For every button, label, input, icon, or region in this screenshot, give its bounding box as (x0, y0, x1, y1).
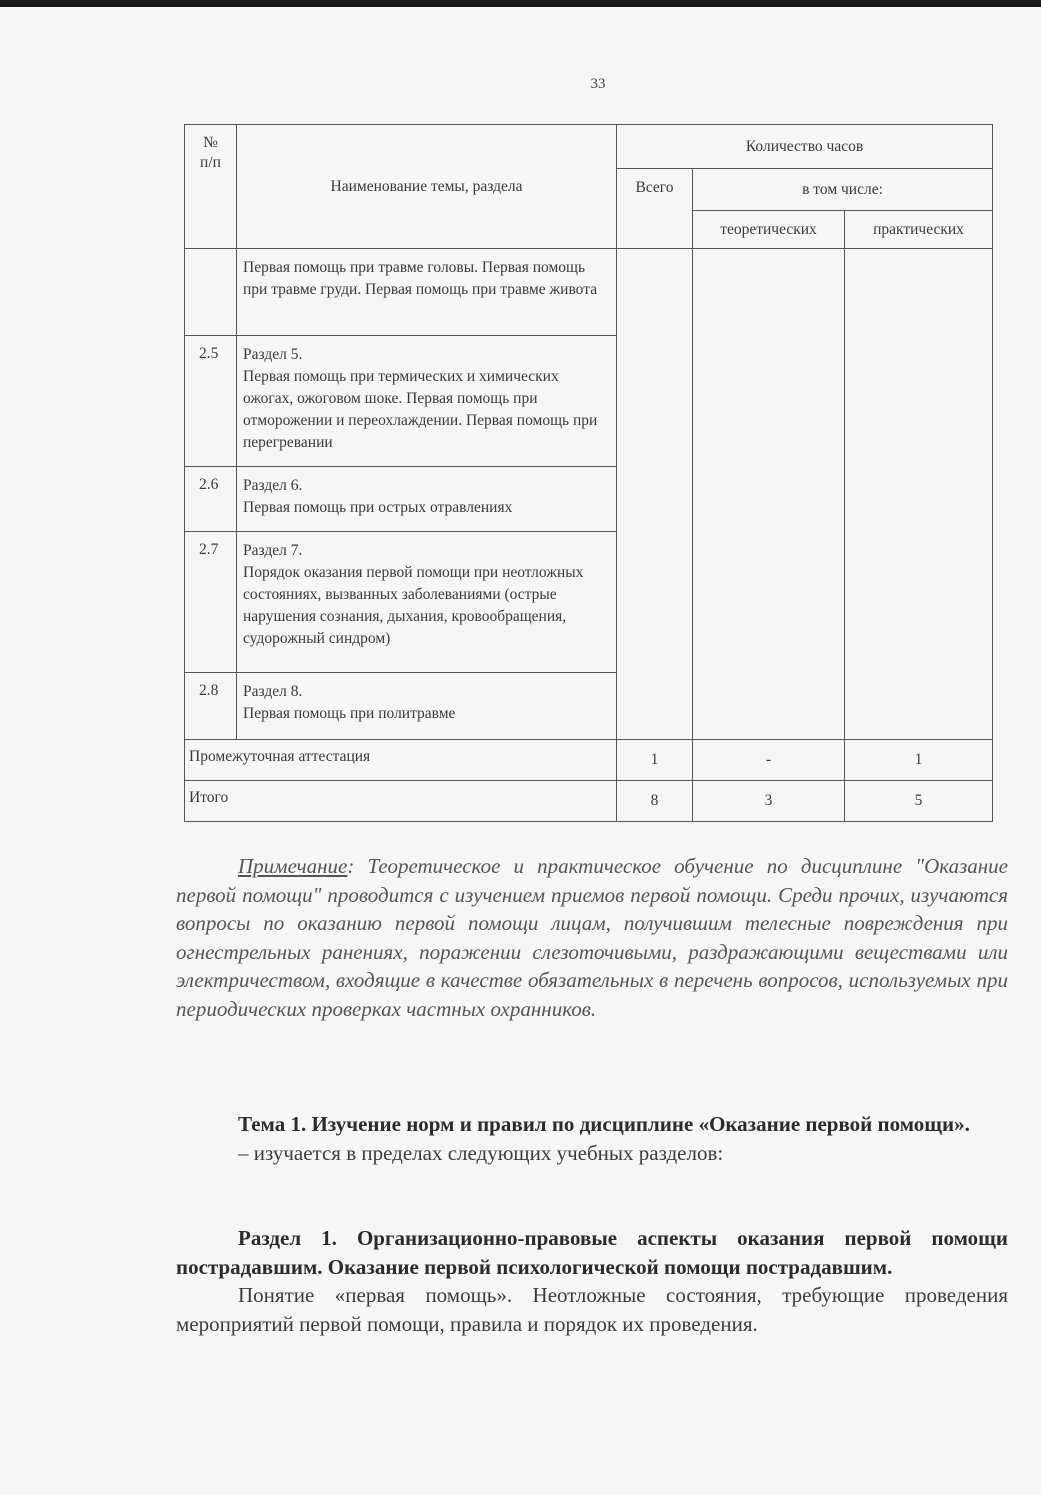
row-topic (237, 673, 617, 740)
row-num (185, 249, 237, 336)
topic-subtext: – изучается в пределах следующих учебных разделов: (238, 1140, 724, 1165)
page-number: 33 (590, 76, 606, 92)
row-title: Раздел 8. (243, 683, 303, 700)
topic-heading: Тема 1. Изучение норм и правил по дисциплине «Оказание первой помощи». (238, 1112, 970, 1136)
table-footer-row (185, 740, 993, 781)
footer-total: 1 (617, 740, 693, 781)
row-topic (237, 467, 617, 532)
row-topic (237, 336, 617, 467)
row-num: 2.7 (185, 532, 237, 673)
header-hours: Количество часов (617, 125, 993, 169)
table-header-row (185, 125, 993, 169)
table-footer-row (185, 781, 993, 822)
note-text: : Теоретическое и практическое обучение по дисциплине "Оказание первой помощи" проводится с изучением приемов первой помощи. Среди прочих, изучаются вопросы по оказанию первой помощи лицам, получившим телесные повреждения при огнестрельных ранениях, поражении слезоточивыми, раздражающими веществами или электричеством, входящие в качестве обязательных в перечень вопросов, используемых при периодических проверках частных охранников. (176, 854, 1008, 1021)
footer-theory: - (693, 740, 845, 781)
hours-table (184, 124, 993, 822)
row-total-empty (617, 249, 693, 740)
note-label: Примечание (238, 854, 348, 878)
header-name: Наименование темы, раздела (237, 125, 617, 249)
row-text: Первая помощь при травме головы. Первая помощь при травме груди. Первая помощь при травме живота (243, 259, 598, 298)
footer-practice: 1 (845, 740, 993, 781)
row-theory-empty (693, 249, 845, 740)
row-text: Первая помощь при термических и химических ожогах, ожоговом шоке. Первая помощь при отморожении и переохлаждении. Первая помощь при перегревании (243, 368, 598, 451)
row-num: 2.8 (185, 673, 237, 740)
footer-label: Промежуточная аттестация (185, 740, 617, 781)
row-topic (237, 249, 617, 336)
note-paragraph (176, 852, 1008, 1023)
footer-total: 8 (617, 781, 693, 822)
topic-block (176, 1110, 1008, 1167)
row-num: 2.6 (185, 467, 237, 532)
header-including: в том числе: (693, 169, 993, 211)
section-text: Понятие «первая помощь». Неотложные состояния, требующие проведения мероприятий первой помощи, правила и порядок их проведения. (176, 1283, 1008, 1336)
footer-practice: 5 (845, 781, 993, 822)
row-text: Порядок оказания первой помощи при неотложных состояниях, вызванных заболеваниями (острые нарушения сознания, дыхания, кровообращения, судорожный синдром) (243, 564, 584, 647)
scan-top-edge (0, 0, 1041, 7)
row-num: 2.5 (185, 336, 237, 467)
footer-label: Итого (185, 781, 617, 822)
row-title: Раздел 7. (243, 542, 303, 559)
header-total: Всего (617, 169, 693, 249)
section-block (176, 1224, 1008, 1338)
header-theory: теоретических (693, 211, 845, 249)
row-text: Первая помощь при острых отравлениях (243, 499, 513, 516)
row-topic (237, 532, 617, 673)
section-heading: Раздел 1. Организационно-правовые аспекты оказания первой помощи пострадавшим. Оказание первой психологической помощи пострадавшим. (176, 1226, 1008, 1279)
row-practice-empty (845, 249, 993, 740)
row-title: Раздел 6. (243, 477, 303, 494)
row-title: Раздел 5. (243, 346, 303, 363)
footer-theory: 3 (693, 781, 845, 822)
header-num: № п/п (185, 125, 237, 249)
table-row (185, 249, 993, 336)
header-practice: практических (845, 211, 993, 249)
row-text: Первая помощь при политравме (243, 705, 456, 722)
